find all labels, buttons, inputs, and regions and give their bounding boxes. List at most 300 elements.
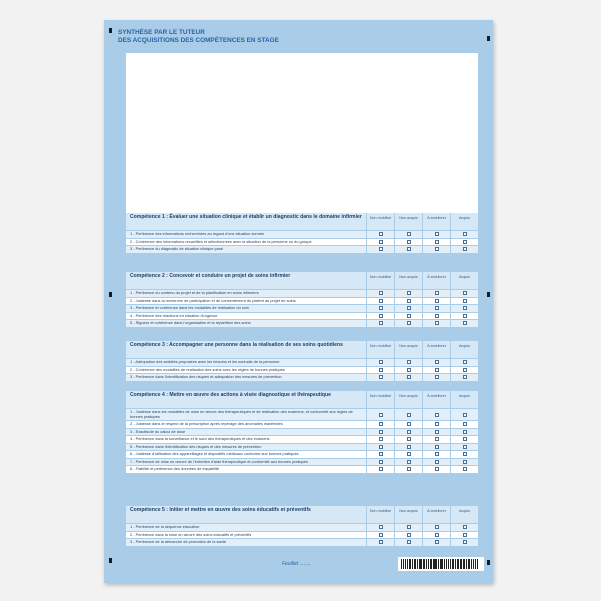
rating-checkbox[interactable] — [463, 299, 467, 303]
rating-cell — [422, 305, 450, 312]
barcode-bar — [455, 559, 456, 569]
rating-checkbox[interactable] — [463, 314, 467, 318]
rating-cell — [366, 444, 394, 451]
rating-cell — [422, 466, 450, 473]
column-header: Acquis — [450, 506, 478, 523]
criterion-row — [126, 420, 478, 428]
rating-checkbox[interactable] — [463, 375, 467, 379]
rating-checkbox[interactable] — [463, 445, 467, 449]
rating-checkbox[interactable] — [407, 299, 411, 303]
barcode-bar — [433, 559, 434, 569]
column-header: Non acquis — [394, 506, 422, 523]
rating-cell — [450, 298, 478, 305]
section-header — [126, 272, 478, 289]
criterion-row — [126, 245, 478, 253]
criterion-row — [126, 230, 478, 238]
rating-cell — [366, 298, 394, 305]
sheet-title — [118, 29, 378, 45]
rating-cell — [394, 313, 422, 320]
rating-checkbox[interactable] — [463, 232, 467, 236]
registration-mark — [487, 560, 490, 565]
barcode-bar — [444, 559, 445, 569]
criterion-row — [126, 538, 478, 546]
rating-checkbox[interactable] — [379, 299, 383, 303]
column-header: À améliorer — [422, 506, 450, 523]
rating-cell — [450, 459, 478, 466]
rating-checkbox[interactable] — [407, 413, 411, 417]
rating-checkbox[interactable] — [379, 460, 383, 464]
rating-cell — [394, 290, 422, 297]
criterion-label: 3 - Pertinence et cohérence dans les modalités de réalisation du soin — [130, 305, 249, 310]
barcode-bar — [448, 559, 449, 569]
rating-checkbox[interactable] — [463, 360, 467, 364]
rating-cell — [394, 532, 422, 539]
criterion-label: 8 - Fiabilité et pertinence des données de traçabilité — [130, 466, 220, 471]
rating-checkbox[interactable] — [435, 452, 439, 456]
rating-checkbox[interactable] — [379, 525, 383, 529]
barcode-bar — [460, 559, 461, 569]
barcode-bar — [463, 559, 465, 569]
rating-cell — [394, 436, 422, 443]
rating-cell — [366, 305, 394, 312]
rating-checkbox[interactable] — [463, 540, 467, 544]
rating-cell — [450, 436, 478, 443]
rating-checkbox[interactable] — [407, 533, 411, 537]
rating-cell — [366, 239, 394, 246]
competence-section — [126, 506, 478, 546]
rating-cell — [422, 451, 450, 458]
rating-cell — [422, 367, 450, 374]
criterion-label: 2 - Justesse dans le respect de la prescription après repérage des anomalies manifestes — [130, 421, 283, 426]
criterion-row — [126, 312, 478, 320]
rating-cell — [394, 298, 422, 305]
rating-cell — [366, 466, 394, 473]
competence-title: Compétence 2 : Concevoir et conduire un projet de soins infirmier — [130, 273, 291, 279]
rating-checkbox[interactable] — [407, 321, 411, 325]
column-header: Acquis — [450, 391, 478, 408]
criterion-label: 3 - Pertinence de la démarche de promotion de la santé — [130, 539, 227, 544]
criterion-row — [126, 358, 478, 366]
barcode-bar — [403, 559, 405, 569]
rating-cell — [422, 298, 450, 305]
registration-mark — [109, 558, 112, 563]
barcode-bar — [441, 559, 443, 569]
criterion-label: 7 - Pertinence de mise en œuvre de l'entretien d'aide thérapeutique et conformité aux bonnes pratiques — [130, 458, 308, 464]
rating-cell — [366, 374, 394, 381]
rating-checkbox[interactable] — [379, 375, 383, 379]
barcode-bar — [401, 559, 402, 569]
rating-cell — [394, 466, 422, 473]
rating-cell — [366, 459, 394, 466]
rating-checkbox[interactable] — [379, 321, 383, 325]
rating-checkbox[interactable] — [435, 360, 439, 364]
criterion-row — [126, 238, 478, 246]
rating-checkbox[interactable] — [407, 240, 411, 244]
rating-checkbox[interactable] — [379, 314, 383, 318]
rating-cell — [394, 359, 422, 366]
barcode-bar — [466, 559, 467, 569]
rating-checkbox[interactable] — [435, 525, 439, 529]
criterion-label: 2 - Cohérence des informations recueillies et sélectionnées avec la situation de la personne ou du groupe — [130, 238, 312, 244]
rating-cell — [450, 532, 478, 539]
rating-checkbox[interactable] — [379, 413, 383, 417]
column-header: À améliorer — [422, 391, 450, 408]
rating-checkbox[interactable] — [435, 306, 439, 310]
column-header: Non mobilisé — [366, 341, 394, 358]
registration-mark — [487, 292, 490, 297]
rating-checkbox[interactable] — [407, 247, 411, 251]
rating-cell — [394, 367, 422, 374]
rating-cell — [422, 421, 450, 428]
rating-checkbox[interactable] — [435, 291, 439, 295]
rating-cell — [366, 436, 394, 443]
rating-checkbox[interactable] — [463, 452, 467, 456]
barcode-bar — [423, 559, 425, 569]
rating-cell — [450, 359, 478, 366]
column-header: À améliorer — [422, 272, 450, 289]
rating-checkbox[interactable] — [435, 375, 439, 379]
rating-checkbox[interactable] — [435, 321, 439, 325]
rating-checkbox[interactable] — [463, 291, 467, 295]
section-header — [126, 213, 478, 230]
criterion-row — [126, 289, 478, 297]
rating-cell — [394, 421, 422, 428]
criterion-label: 5 - Pertinence dans l'identification des risques et des mesures de prévention — [130, 443, 262, 449]
rating-cell — [394, 444, 422, 451]
rating-cell — [422, 231, 450, 238]
rating-checkbox[interactable] — [463, 422, 467, 426]
competence-section — [126, 272, 478, 327]
criterion-label: 2 - Pertinence dans la mise en œuvre des soins éducatifs et préventifs — [130, 531, 252, 537]
rating-checkbox[interactable] — [379, 291, 383, 295]
rating-cell — [366, 313, 394, 320]
rating-cell — [422, 320, 450, 327]
rating-checkbox[interactable] — [463, 460, 467, 464]
rating-checkbox[interactable] — [435, 240, 439, 244]
barcode-bar — [446, 559, 448, 569]
rating-checkbox[interactable] — [435, 413, 439, 417]
section-header — [126, 391, 478, 408]
criterion-label: 3 - Pertinence dans l'identification des risques et adéquation des mesures de prévention — [130, 374, 282, 379]
rating-cell — [450, 231, 478, 238]
criterion-label: 4 - Pertinence dans la surveillance et le suivi des thérapeutiques et des examens — [130, 436, 270, 441]
criterion-row — [126, 458, 478, 466]
criterion-label: 1 - Pertinence du contenu du projet et de la planification en soins infirmiers — [130, 290, 259, 295]
rating-checkbox[interactable] — [379, 467, 383, 471]
barcode-bar — [452, 559, 454, 569]
rating-cell — [450, 305, 478, 312]
barcode-bar — [426, 559, 427, 569]
rating-checkbox[interactable] — [379, 540, 383, 544]
barcode — [398, 557, 484, 571]
criterion-label: 1 - Pertinence de la séquence éducative — [130, 524, 200, 529]
rating-checkbox[interactable] — [407, 445, 411, 449]
barcode-bar — [440, 559, 441, 569]
criterion-row — [126, 428, 478, 436]
rating-checkbox[interactable] — [407, 467, 411, 471]
rating-cell — [366, 524, 394, 531]
rating-checkbox[interactable] — [463, 306, 467, 310]
rating-cell — [450, 290, 478, 297]
rating-cell — [422, 459, 450, 466]
criterion-row — [126, 297, 478, 305]
barcode-bar — [420, 559, 422, 569]
rating-checkbox[interactable] — [435, 232, 439, 236]
rating-checkbox[interactable] — [435, 422, 439, 426]
criterion-label: 1 - Justesse dans les modalités de mise en œuvre des thérapeutiques et de réalisation des examens, et conformité aux règles de bonnes pratiques — [130, 409, 353, 419]
rating-checkbox[interactable] — [435, 533, 439, 537]
title-line-1: SYNTHÈSE PAR LE TUTEUR — [118, 29, 205, 36]
column-header: Non acquis — [394, 391, 422, 408]
rating-checkbox[interactable] — [435, 445, 439, 449]
rating-cell — [422, 532, 450, 539]
rating-cell — [422, 313, 450, 320]
column-header: Non mobilisé — [366, 272, 394, 289]
rating-checkbox[interactable] — [407, 314, 411, 318]
column-header: Acquis — [450, 272, 478, 289]
rating-checkbox[interactable] — [463, 321, 467, 325]
rating-checkbox[interactable] — [407, 368, 411, 372]
rating-checkbox[interactable] — [463, 240, 467, 244]
rating-checkbox[interactable] — [463, 413, 467, 417]
rating-cell — [394, 374, 422, 381]
criterion-row — [126, 443, 478, 451]
rating-cell — [394, 459, 422, 466]
criterion-row — [126, 450, 478, 458]
barcode-bar — [419, 559, 420, 569]
rating-cell — [366, 367, 394, 374]
rating-checkbox[interactable] — [407, 452, 411, 456]
title-line-2: DES ACQUISITIONS DES COMPÉTENCES EN STAGE — [118, 37, 279, 44]
rating-checkbox[interactable] — [463, 368, 467, 372]
rating-checkbox[interactable] — [379, 430, 383, 434]
rating-cell — [450, 451, 478, 458]
column-header: Non mobilisé — [366, 506, 394, 523]
rating-checkbox[interactable] — [435, 299, 439, 303]
registration-mark — [487, 36, 490, 41]
rating-cell — [422, 359, 450, 366]
criterion-row — [126, 304, 478, 312]
rating-cell — [450, 409, 478, 420]
rating-checkbox[interactable] — [435, 368, 439, 372]
criterion-row — [126, 465, 478, 473]
barcode-bar — [473, 559, 474, 569]
criterion-label: 4 - Pertinence des réactions en situation d'urgence — [130, 312, 218, 318]
rating-checkbox[interactable] — [379, 422, 383, 426]
criterion-label: 1 - Pertinence des informations recherchées au regard d'une situation donnée — [130, 231, 265, 236]
barcode-bar — [409, 559, 411, 569]
rating-checkbox[interactable] — [379, 232, 383, 236]
rating-cell — [422, 539, 450, 546]
rating-cell — [394, 231, 422, 238]
competence-title: Compétence 4 : Mettre en œuvre des actions à visée diagnostique et thérapeutique — [130, 392, 331, 398]
rating-checkbox[interactable] — [435, 540, 439, 544]
rating-cell — [422, 374, 450, 381]
rating-checkbox[interactable] — [407, 540, 411, 544]
rating-cell — [366, 409, 394, 420]
rating-checkbox[interactable] — [407, 306, 411, 310]
rating-checkbox[interactable] — [435, 460, 439, 464]
rating-cell — [422, 409, 450, 420]
tutor-notes-area[interactable] — [126, 53, 478, 224]
rating-cell — [450, 429, 478, 436]
rating-checkbox[interactable] — [463, 430, 467, 434]
rating-checkbox[interactable] — [463, 247, 467, 251]
column-header: À améliorer — [422, 213, 450, 230]
rating-cell — [422, 444, 450, 451]
rating-checkbox[interactable] — [407, 422, 411, 426]
criterion-label: 6 - Justesse d'utilisation des appareillages et dispositifs médicaux conforme aux bonnes pratiques — [130, 451, 299, 456]
rating-cell — [366, 421, 394, 428]
barcode-bar — [468, 559, 470, 569]
barcode-bar — [412, 559, 413, 569]
criterion-row — [126, 435, 478, 443]
rating-cell — [366, 320, 394, 327]
barcode-bar — [428, 559, 429, 569]
registration-mark — [109, 28, 112, 33]
column-header: Non mobilisé — [366, 213, 394, 230]
criterion-row — [126, 408, 478, 420]
barcode-bar — [434, 559, 436, 569]
rating-cell — [422, 429, 450, 436]
rating-cell — [394, 451, 422, 458]
rating-checkbox[interactable] — [379, 306, 383, 310]
evaluation-sheet — [104, 20, 493, 583]
rating-cell — [422, 239, 450, 246]
rating-checkbox[interactable] — [379, 533, 383, 537]
rating-cell — [450, 524, 478, 531]
barcode-bar — [457, 559, 459, 569]
barcode-bar — [477, 559, 478, 569]
section-header — [126, 506, 478, 523]
rating-checkbox[interactable] — [379, 452, 383, 456]
rating-cell — [450, 320, 478, 327]
rating-cell — [450, 367, 478, 374]
barcode-bar — [450, 559, 451, 569]
rating-cell — [366, 246, 394, 253]
barcode-bar — [471, 559, 472, 569]
barcode-bar — [475, 559, 477, 569]
barcode-bar — [430, 559, 432, 569]
rating-cell — [394, 246, 422, 253]
rating-cell — [394, 409, 422, 420]
barcode-bar — [405, 559, 406, 569]
rating-cell — [422, 524, 450, 531]
rating-checkbox[interactable] — [379, 240, 383, 244]
criterion-label: 5 - Rigueur et cohérence dans l'organisation et la répartition des soins — [130, 320, 251, 325]
criterion-row — [126, 531, 478, 539]
rating-cell — [366, 231, 394, 238]
column-header: Non acquis — [394, 272, 422, 289]
rating-cell — [422, 436, 450, 443]
criterion-label: 3 - Exactitude du calcul de dose — [130, 428, 186, 434]
rating-checkbox[interactable] — [407, 460, 411, 464]
rating-checkbox[interactable] — [379, 368, 383, 372]
rating-checkbox[interactable] — [407, 437, 411, 441]
rating-checkbox[interactable] — [435, 314, 439, 318]
rating-cell — [394, 539, 422, 546]
rating-checkbox[interactable] — [379, 247, 383, 251]
barcode-bar — [407, 559, 408, 569]
rating-cell — [450, 374, 478, 381]
barcode-bar — [461, 559, 462, 569]
barcode-bar — [414, 559, 416, 569]
rating-cell — [450, 421, 478, 428]
barcode-bar — [417, 559, 418, 569]
competence-title: Compétence 3 : Accompagner une personne dans la réalisation de ses soins quotidiens — [130, 342, 343, 348]
rating-cell — [394, 429, 422, 436]
registration-mark — [109, 292, 112, 297]
rating-cell — [450, 313, 478, 320]
rating-cell — [394, 524, 422, 531]
rating-checkbox[interactable] — [463, 467, 467, 471]
criterion-row — [126, 319, 478, 327]
column-header: Acquis — [450, 341, 478, 358]
column-header: À améliorer — [422, 341, 450, 358]
competence-section — [126, 391, 478, 473]
rating-cell — [394, 305, 422, 312]
rating-cell — [366, 290, 394, 297]
competence-section — [126, 341, 478, 381]
rating-cell — [450, 239, 478, 246]
rating-cell — [394, 239, 422, 246]
column-header: Acquis — [450, 213, 478, 230]
column-header: Non mobilisé — [366, 391, 394, 408]
rating-cell — [450, 444, 478, 451]
rating-checkbox[interactable] — [379, 445, 383, 449]
rating-cell — [394, 320, 422, 327]
feuillet-label: Feuillet ........ — [282, 561, 311, 567]
rating-checkbox[interactable] — [435, 430, 439, 434]
rating-checkbox[interactable] — [407, 291, 411, 295]
criterion-label: 2 - Cohérence des modalités de réalisation des soins avec les règles de bonnes pratiques — [130, 366, 285, 372]
criterion-row — [126, 523, 478, 531]
criterion-row — [126, 366, 478, 374]
rating-cell — [450, 246, 478, 253]
criterion-label: 1 - Adéquation des activités proposées avec les besoins et les souhaits de la personne — [130, 359, 280, 364]
rating-cell — [422, 290, 450, 297]
rating-checkbox[interactable] — [463, 437, 467, 441]
rating-cell — [366, 429, 394, 436]
section-header — [126, 341, 478, 358]
rating-checkbox[interactable] — [407, 430, 411, 434]
rating-checkbox[interactable] — [407, 525, 411, 529]
rating-checkbox[interactable] — [379, 437, 383, 441]
rating-cell — [450, 539, 478, 546]
competence-title: Compétence 1 : Évaluer une situation clinique et établir un diagnostic dans le domaine infirmier — [130, 214, 362, 220]
criterion-label: 2 - Justesse dans la recherche de participation et de consentement du patient au projet de soins — [130, 297, 296, 303]
barcode-bar — [438, 559, 439, 569]
column-header: Non acquis — [394, 213, 422, 230]
rating-cell — [366, 532, 394, 539]
rating-checkbox[interactable] — [379, 360, 383, 364]
rating-cell — [366, 359, 394, 366]
rating-checkbox[interactable] — [407, 375, 411, 379]
rating-checkbox[interactable] — [407, 232, 411, 236]
rating-checkbox[interactable] — [435, 467, 439, 471]
rating-checkbox[interactable] — [407, 360, 411, 364]
rating-cell — [422, 246, 450, 253]
rating-checkbox[interactable] — [463, 533, 467, 537]
rating-checkbox[interactable] — [463, 525, 467, 529]
rating-cell — [366, 451, 394, 458]
rating-checkbox[interactable] — [435, 247, 439, 251]
criterion-row — [126, 373, 478, 381]
rating-cell — [366, 539, 394, 546]
rating-cell — [450, 466, 478, 473]
competence-section — [126, 213, 478, 253]
rating-checkbox[interactable] — [435, 437, 439, 441]
